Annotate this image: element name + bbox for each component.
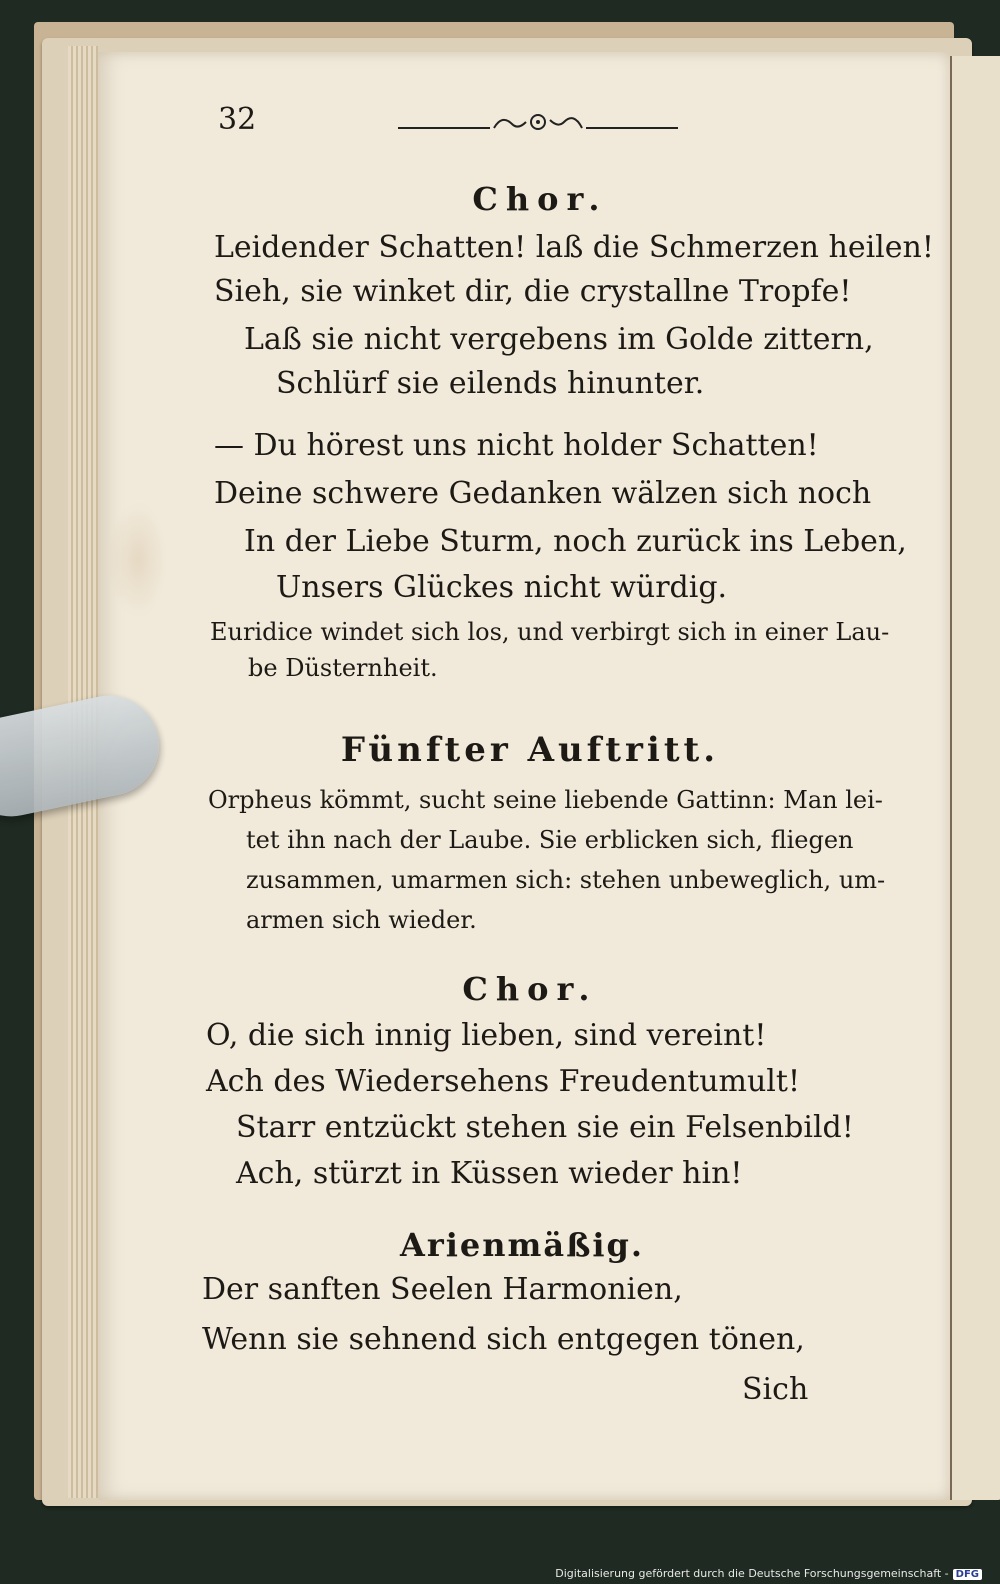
verse-line: Starr entzückt stehen sie ein Felsenbild! <box>236 1110 854 1145</box>
verse-line: Unsers Glückes nicht würdig. <box>276 570 728 605</box>
scene-heading: Fünfter Auftritt. <box>340 730 720 770</box>
verse-line: Ach des Wiedersehens Freudentumult! <box>206 1064 801 1099</box>
verse-line: In der Liebe Sturm, noch zurück ins Leben, <box>244 524 907 559</box>
stage-direction-line: Euridice windet sich los, und verbirgt sich in einer Lau- <box>210 618 890 646</box>
verse-line: O, die sich innig lieben, sind vereint! <box>206 1018 767 1053</box>
verse-line: Der sanften Seelen Harmonien, <box>202 1272 683 1307</box>
chorus-heading-1: Chor. <box>472 180 608 218</box>
dfg-logo: DFG <box>953 1569 982 1580</box>
verse-line: Wenn sie sehnend sich entgegen tönen, <box>202 1322 805 1357</box>
verse-line: Laß sie nicht vergebens im Golde zittern, <box>244 322 874 357</box>
stage-direction-line: armen sich wieder. <box>246 906 477 934</box>
verse-line: Sieh, sie winket dir, die crystallne Tropfe! <box>214 274 852 309</box>
verse-line: Leidender Schatten! laß die Schmerzen heilen! <box>214 230 934 265</box>
stage-direction-line: Orpheus kömmt, sucht seine liebende Gattinn: Man lei- <box>208 786 883 814</box>
verse-line: Deine schwere Gedanken wälzen sich noch <box>214 476 872 511</box>
chorus-heading-2: Chor. <box>462 970 598 1008</box>
ornament-rule-icon <box>398 106 678 140</box>
catchword: Sich <box>742 1372 809 1407</box>
verse-line: Schlürf sie eilends hinunter. <box>276 366 705 401</box>
page-number: 32 <box>218 102 257 137</box>
stage-direction-line: zusammen, umarmen sich: stehen unbeweglich, um- <box>246 866 886 894</box>
stage-direction-line: tet ihn nach der Laube. Sie erblicken sich, fliegen <box>246 826 854 854</box>
aria-heading: Arienmäßig. <box>400 1226 645 1264</box>
credit-text: Digitalisierung gefördert durch die Deutsche Forschungsgemeinschaft - <box>555 1567 949 1580</box>
stage-direction-line: be Düsternheit. <box>248 654 438 682</box>
paper-stain <box>108 500 168 620</box>
verse-line: — Du hörest uns nicht holder Schatten! <box>214 428 819 463</box>
digitization-credit <box>555 1567 982 1580</box>
facing-page-edge <box>950 56 1000 1500</box>
verse-line: Ach, stürzt in Küssen wieder hin! <box>236 1156 743 1191</box>
